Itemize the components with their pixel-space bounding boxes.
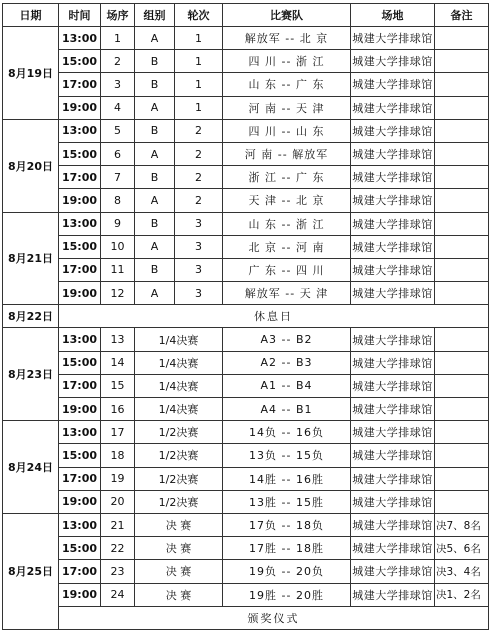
stage-cell: 1/2决赛: [135, 444, 223, 467]
seq-cell: 12: [101, 282, 135, 305]
seq-cell: 20: [101, 490, 135, 513]
time-cell: 15:00: [59, 351, 101, 374]
time-cell: 19:00: [59, 189, 101, 212]
group-cell: A: [135, 189, 175, 212]
teams-cell: A3 -- B2: [223, 328, 351, 351]
ceremony-label: 颁奖仪式: [59, 606, 489, 629]
seq-cell: 18: [101, 444, 135, 467]
venue-cell: 城建大学排球馆: [351, 96, 435, 119]
round-cell: 3: [175, 282, 223, 305]
venue-cell: 城建大学排球馆: [351, 351, 435, 374]
time-cell: 15:00: [59, 537, 101, 560]
venue-cell: 城建大学排球馆: [351, 189, 435, 212]
teams-cell: 山 东 -- 浙 江: [223, 212, 351, 235]
note-cell: [435, 119, 489, 142]
note-cell: [435, 421, 489, 444]
header-round: 轮次: [175, 4, 223, 27]
match-row: [3, 328, 489, 351]
match-row: [3, 119, 489, 142]
round-cell: 2: [175, 142, 223, 165]
time-cell: 19:00: [59, 398, 101, 421]
date-cell: 8月23日: [3, 328, 59, 421]
round-cell: 3: [175, 235, 223, 258]
stage-cell: 决 赛: [135, 537, 223, 560]
teams-cell: 17负 -- 18负: [223, 513, 351, 536]
time-cell: 19:00: [59, 96, 101, 119]
match-row: [3, 189, 489, 212]
match-row: [3, 398, 489, 421]
date-cell: 8月25日: [3, 513, 59, 629]
match-row: [3, 282, 489, 305]
header-row: [3, 4, 489, 27]
venue-cell: 城建大学排球馆: [351, 142, 435, 165]
time-cell: 17:00: [59, 560, 101, 583]
venue-cell: 城建大学排球馆: [351, 467, 435, 490]
seq-cell: 4: [101, 96, 135, 119]
group-cell: A: [135, 235, 175, 258]
time-cell: 13:00: [59, 421, 101, 444]
time-cell: 17:00: [59, 166, 101, 189]
match-row: [3, 212, 489, 235]
match-row: [3, 351, 489, 374]
date-cell: 8月24日: [3, 421, 59, 514]
seq-cell: 21: [101, 513, 135, 536]
time-cell: 19:00: [59, 282, 101, 305]
stage-cell: 1/4决赛: [135, 351, 223, 374]
stage-cell: 1/4决赛: [135, 398, 223, 421]
teams-cell: 17胜 -- 18胜: [223, 537, 351, 560]
seq-cell: 15: [101, 374, 135, 397]
note-cell: [435, 96, 489, 119]
teams-cell: A1 -- B4: [223, 374, 351, 397]
match-row: [3, 166, 489, 189]
round-cell: 1: [175, 50, 223, 73]
round-cell: 2: [175, 119, 223, 142]
note-cell: [435, 282, 489, 305]
teams-cell: 14负 -- 16负: [223, 421, 351, 444]
teams-cell: 四 川 -- 浙 江: [223, 50, 351, 73]
match-row: [3, 50, 489, 73]
ceremony-row: [3, 606, 489, 629]
note-cell: [435, 374, 489, 397]
venue-cell: 城建大学排球馆: [351, 444, 435, 467]
venue-cell: 城建大学排球馆: [351, 537, 435, 560]
rest-day-row: [3, 305, 489, 328]
note-cell: [435, 444, 489, 467]
venue-cell: 城建大学排球馆: [351, 490, 435, 513]
note-cell: [435, 258, 489, 281]
seq-cell: 19: [101, 467, 135, 490]
seq-cell: 13: [101, 328, 135, 351]
date-cell: 8月19日: [3, 27, 59, 120]
stage-cell: 1/2决赛: [135, 490, 223, 513]
teams-cell: A4 -- B1: [223, 398, 351, 421]
note-cell: [435, 142, 489, 165]
seq-cell: 2: [101, 50, 135, 73]
seq-cell: 11: [101, 258, 135, 281]
seq-cell: 3: [101, 73, 135, 96]
time-cell: 15:00: [59, 142, 101, 165]
match-row: [3, 560, 489, 583]
header-group: 组别: [135, 4, 175, 27]
group-cell: B: [135, 119, 175, 142]
note-cell: 决3、4名: [435, 560, 489, 583]
venue-cell: 城建大学排球馆: [351, 560, 435, 583]
teams-cell: 解放军 -- 北 京: [223, 27, 351, 50]
group-cell: B: [135, 50, 175, 73]
group-cell: A: [135, 96, 175, 119]
venue-cell: 城建大学排球馆: [351, 374, 435, 397]
time-cell: 17:00: [59, 374, 101, 397]
date-cell: 8月22日: [3, 305, 59, 328]
teams-cell: 13胜 -- 15胜: [223, 490, 351, 513]
venue-cell: 城建大学排球馆: [351, 421, 435, 444]
schedule-table: [2, 3, 489, 630]
group-cell: B: [135, 258, 175, 281]
stage-cell: 1/2决赛: [135, 467, 223, 490]
teams-cell: 四 川 -- 山 东: [223, 119, 351, 142]
teams-cell: 19负 -- 20负: [223, 560, 351, 583]
match-row: [3, 96, 489, 119]
match-row: [3, 467, 489, 490]
match-row: [3, 258, 489, 281]
date-cell: 8月20日: [3, 119, 59, 212]
note-cell: [435, 351, 489, 374]
teams-cell: A2 -- B3: [223, 351, 351, 374]
match-row: [3, 142, 489, 165]
stage-cell: 决 赛: [135, 583, 223, 606]
round-cell: 2: [175, 166, 223, 189]
teams-cell: 浙 江 -- 广 东: [223, 166, 351, 189]
seq-cell: 7: [101, 166, 135, 189]
venue-cell: 城建大学排球馆: [351, 235, 435, 258]
time-cell: 13:00: [59, 212, 101, 235]
teams-cell: 14胜 -- 16胜: [223, 467, 351, 490]
group-cell: B: [135, 212, 175, 235]
note-cell: [435, 212, 489, 235]
stage-cell: 1/4决赛: [135, 328, 223, 351]
venue-cell: 城建大学排球馆: [351, 398, 435, 421]
seq-cell: 5: [101, 119, 135, 142]
note-cell: [435, 235, 489, 258]
note-cell: [435, 73, 489, 96]
match-row: [3, 513, 489, 536]
venue-cell: 城建大学排球馆: [351, 212, 435, 235]
teams-cell: 19胜 -- 20胜: [223, 583, 351, 606]
venue-cell: 城建大学排球馆: [351, 583, 435, 606]
note-cell: [435, 328, 489, 351]
group-cell: A: [135, 282, 175, 305]
time-cell: 17:00: [59, 73, 101, 96]
match-row: [3, 73, 489, 96]
venue-cell: 城建大学排球馆: [351, 27, 435, 50]
seq-cell: 14: [101, 351, 135, 374]
note-cell: [435, 490, 489, 513]
note-cell: [435, 27, 489, 50]
time-cell: 15:00: [59, 235, 101, 258]
round-cell: 3: [175, 258, 223, 281]
header-venue: 场地: [351, 4, 435, 27]
match-row: [3, 583, 489, 606]
note-cell: [435, 50, 489, 73]
seq-cell: 10: [101, 235, 135, 258]
seq-cell: 8: [101, 189, 135, 212]
seq-cell: 16: [101, 398, 135, 421]
time-cell: 13:00: [59, 27, 101, 50]
match-row: [3, 421, 489, 444]
header-seq: 场序: [101, 4, 135, 27]
match-row: [3, 235, 489, 258]
match-row: [3, 444, 489, 467]
round-cell: 1: [175, 73, 223, 96]
stage-cell: 1/2决赛: [135, 421, 223, 444]
time-cell: 17:00: [59, 467, 101, 490]
venue-cell: 城建大学排球馆: [351, 258, 435, 281]
venue-cell: 城建大学排球馆: [351, 513, 435, 536]
venue-cell: 城建大学排球馆: [351, 282, 435, 305]
round-cell: 3: [175, 212, 223, 235]
seq-cell: 22: [101, 537, 135, 560]
stage-cell: 决 赛: [135, 513, 223, 536]
match-row: [3, 537, 489, 560]
stage-cell: 决 赛: [135, 560, 223, 583]
teams-cell: 广 东 -- 四 川: [223, 258, 351, 281]
seq-cell: 23: [101, 560, 135, 583]
note-cell: 决1、2名: [435, 583, 489, 606]
group-cell: B: [135, 73, 175, 96]
round-cell: 1: [175, 96, 223, 119]
match-row: [3, 27, 489, 50]
rest-day-label: 休息日: [59, 305, 489, 328]
note-cell: [435, 189, 489, 212]
header-note: 备注: [435, 4, 489, 27]
round-cell: 1: [175, 27, 223, 50]
round-cell: 2: [175, 189, 223, 212]
venue-cell: 城建大学排球馆: [351, 50, 435, 73]
seq-cell: 17: [101, 421, 135, 444]
teams-cell: 河 南 -- 天 津: [223, 96, 351, 119]
stage-cell: 1/4决赛: [135, 374, 223, 397]
venue-cell: 城建大学排球馆: [351, 166, 435, 189]
seq-cell: 1: [101, 27, 135, 50]
time-cell: 13:00: [59, 119, 101, 142]
note-cell: [435, 398, 489, 421]
time-cell: 15:00: [59, 444, 101, 467]
seq-cell: 24: [101, 583, 135, 606]
note-cell: [435, 166, 489, 189]
note-cell: 决7、8名: [435, 513, 489, 536]
match-row: [3, 374, 489, 397]
note-cell: [435, 467, 489, 490]
note-cell: 决5、6名: [435, 537, 489, 560]
time-cell: 19:00: [59, 583, 101, 606]
teams-cell: 河 南 -- 解放军: [223, 142, 351, 165]
seq-cell: 9: [101, 212, 135, 235]
header-teams: 比赛队: [223, 4, 351, 27]
group-cell: A: [135, 142, 175, 165]
teams-cell: 北 京 -- 河 南: [223, 235, 351, 258]
date-cell: 8月21日: [3, 212, 59, 305]
venue-cell: 城建大学排球馆: [351, 73, 435, 96]
match-row: [3, 490, 489, 513]
group-cell: B: [135, 166, 175, 189]
header-date: 日期: [3, 4, 59, 27]
header-time: 时间: [59, 4, 101, 27]
time-cell: 17:00: [59, 258, 101, 281]
teams-cell: 天 津 -- 北 京: [223, 189, 351, 212]
teams-cell: 山 东 -- 广 东: [223, 73, 351, 96]
venue-cell: 城建大学排球馆: [351, 119, 435, 142]
time-cell: 19:00: [59, 490, 101, 513]
venue-cell: 城建大学排球馆: [351, 328, 435, 351]
teams-cell: 13负 -- 15负: [223, 444, 351, 467]
time-cell: 13:00: [59, 513, 101, 536]
group-cell: A: [135, 27, 175, 50]
time-cell: 15:00: [59, 50, 101, 73]
time-cell: 13:00: [59, 328, 101, 351]
seq-cell: 6: [101, 142, 135, 165]
teams-cell: 解放军 -- 天 津: [223, 282, 351, 305]
